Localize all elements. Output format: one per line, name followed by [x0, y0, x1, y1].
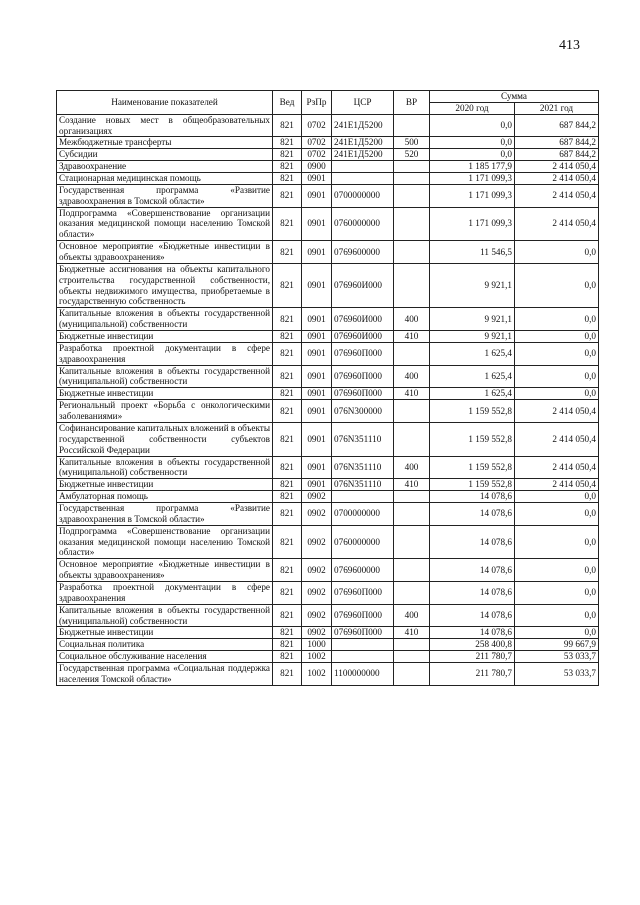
- row-ved: 821: [273, 422, 302, 456]
- row-ved: 821: [273, 173, 302, 185]
- row-rzpr: 0902: [302, 581, 332, 604]
- row-ved: 821: [273, 137, 302, 149]
- row-amount-2020: 14 078,6: [430, 559, 515, 582]
- row-amount-2020: 258 400,8: [430, 639, 515, 651]
- row-amount-2021: 0,0: [515, 388, 599, 400]
- header-row: [57, 91, 599, 103]
- row-name: Основное мероприятие «Бюджетные инвестиции в объекты здравоохранения»: [57, 559, 273, 582]
- row-csr: 0760000000: [332, 525, 394, 559]
- table-row: [57, 263, 599, 307]
- row-amount-2021: 0,0: [515, 627, 599, 639]
- row-vr: [394, 422, 430, 456]
- row-rzpr: 0901: [302, 365, 332, 388]
- row-name: Социальное обслуживание населения: [57, 651, 273, 663]
- row-amount-2020: 1 159 552,8: [430, 456, 515, 479]
- table-row: [57, 331, 599, 343]
- table-row: [57, 114, 599, 137]
- row-amount-2020: 14 078,6: [430, 525, 515, 559]
- row-amount-2021: 2 414 050,4: [515, 161, 599, 173]
- row-name: Межбюджетные трансферты: [57, 137, 273, 149]
- row-amount-2020: 0,0: [430, 114, 515, 137]
- row-ved: 821: [273, 581, 302, 604]
- row-vr: 410: [394, 388, 430, 400]
- row-csr: 076960И000: [332, 308, 394, 331]
- row-amount-2020: 1 159 552,8: [430, 400, 515, 423]
- row-amount-2021: 687 844,2: [515, 114, 599, 137]
- row-ved: 821: [273, 400, 302, 423]
- header-year-2021: 2021 год: [515, 102, 599, 114]
- row-vr: [394, 114, 430, 137]
- table-row: [57, 241, 599, 264]
- row-rzpr: 0902: [302, 491, 332, 503]
- row-csr: [332, 639, 394, 651]
- row-csr: 0700000000: [332, 502, 394, 525]
- row-rzpr: 0702: [302, 137, 332, 149]
- row-vr: 410: [394, 331, 430, 343]
- row-name: Государственная программа «Развитие здравоохранения в Томской области»: [57, 184, 273, 207]
- row-name: Государственная программа «Социальная поддержка населения Томской области»: [57, 662, 273, 685]
- row-ved: 821: [273, 342, 302, 365]
- table-row: [57, 502, 599, 525]
- row-amount-2020: 11 546,5: [430, 241, 515, 264]
- row-amount-2020: 1 625,4: [430, 365, 515, 388]
- row-name: Бюджетные ассигнования на объекты капитального строительства государственной собственности, объекты недвижимого имущества, приобретаемые в государственную собственность: [57, 263, 273, 307]
- row-name: Бюджетные инвестиции: [57, 627, 273, 639]
- header-sum: Сумма: [430, 91, 599, 103]
- row-rzpr: 1000: [302, 639, 332, 651]
- row-name: Разработка проектной документации в сфере здравоохранения: [57, 581, 273, 604]
- row-csr: 241Е1Д5200: [332, 149, 394, 161]
- row-amount-2021: 0,0: [515, 241, 599, 264]
- row-amount-2020: 1 171 099,3: [430, 173, 515, 185]
- table-row: [57, 342, 599, 365]
- row-rzpr: 0901: [302, 422, 332, 456]
- row-amount-2020: 14 078,6: [430, 604, 515, 627]
- row-amount-2021: 99 667,9: [515, 639, 599, 651]
- row-csr: [332, 491, 394, 503]
- row-vr: [394, 161, 430, 173]
- row-amount-2020: 9 921,1: [430, 331, 515, 343]
- table-row: [57, 662, 599, 685]
- row-amount-2020: 9 921,1: [430, 308, 515, 331]
- row-vr: 400: [394, 308, 430, 331]
- row-amount-2021: 0,0: [515, 342, 599, 365]
- row-amount-2021: 2 414 050,4: [515, 207, 599, 241]
- table-row: [57, 388, 599, 400]
- row-csr: 0769600000: [332, 559, 394, 582]
- row-rzpr: 0901: [302, 241, 332, 264]
- row-amount-2020: 1 171 099,3: [430, 207, 515, 241]
- row-csr: 076N351110: [332, 456, 394, 479]
- row-amount-2020: 1 171 099,3: [430, 184, 515, 207]
- row-rzpr: 0901: [302, 263, 332, 307]
- table-row: [57, 365, 599, 388]
- row-csr: 076960И000: [332, 263, 394, 307]
- row-amount-2021: 2 414 050,4: [515, 456, 599, 479]
- row-name: Капитальные вложения в объекты государственной (муниципальной) собственности: [57, 365, 273, 388]
- row-vr: [394, 207, 430, 241]
- row-name: Капитальные вложения в объекты государственной (муниципальной) собственности: [57, 604, 273, 627]
- row-ved: 821: [273, 491, 302, 503]
- row-amount-2020: 14 078,6: [430, 502, 515, 525]
- row-vr: [394, 639, 430, 651]
- row-rzpr: 1002: [302, 662, 332, 685]
- page-number: 413: [559, 38, 580, 53]
- row-amount-2020: 1 185 177,9: [430, 161, 515, 173]
- row-ved: 821: [273, 479, 302, 491]
- row-vr: 500: [394, 137, 430, 149]
- row-ved: 821: [273, 525, 302, 559]
- row-rzpr: 0901: [302, 479, 332, 491]
- row-amount-2020: 1 159 552,8: [430, 422, 515, 456]
- table-row: [57, 525, 599, 559]
- table-row: [57, 184, 599, 207]
- row-ved: 821: [273, 456, 302, 479]
- table-row: [57, 173, 599, 185]
- row-ved: 821: [273, 627, 302, 639]
- header-year-2020: 2020 год: [430, 102, 515, 114]
- table-row: [57, 149, 599, 161]
- row-amount-2020: 1 625,4: [430, 342, 515, 365]
- row-rzpr: 0702: [302, 149, 332, 161]
- row-csr: 076960П000: [332, 388, 394, 400]
- row-name: Бюджетные инвестиции: [57, 479, 273, 491]
- row-vr: [394, 525, 430, 559]
- row-rzpr: 0901: [302, 456, 332, 479]
- row-rzpr: 0902: [302, 525, 332, 559]
- row-ved: 821: [273, 241, 302, 264]
- row-amount-2021: 0,0: [515, 365, 599, 388]
- row-vr: [394, 491, 430, 503]
- row-ved: 821: [273, 559, 302, 582]
- header-name: Наименование показателей: [57, 91, 273, 115]
- table-row: [57, 308, 599, 331]
- row-amount-2021: 2 414 050,4: [515, 422, 599, 456]
- row-ved: 821: [273, 184, 302, 207]
- row-csr: 076960П000: [332, 627, 394, 639]
- row-ved: 821: [273, 388, 302, 400]
- row-csr: 076N300000: [332, 400, 394, 423]
- row-amount-2021: 0,0: [515, 491, 599, 503]
- table-row: [57, 651, 599, 663]
- row-amount-2020: 211 780,7: [430, 662, 515, 685]
- row-name: Бюджетные инвестиции: [57, 331, 273, 343]
- row-csr: 076960П000: [332, 581, 394, 604]
- row-amount-2020: 9 921,1: [430, 263, 515, 307]
- row-rzpr: 0902: [302, 604, 332, 627]
- table-row: [57, 161, 599, 173]
- row-vr: [394, 184, 430, 207]
- row-csr: [332, 161, 394, 173]
- row-amount-2021: 53 033,7: [515, 662, 599, 685]
- row-vr: [394, 400, 430, 423]
- row-csr: 076N351110: [332, 479, 394, 491]
- row-name: Социальная политика: [57, 639, 273, 651]
- row-amount-2021: 2 414 050,4: [515, 173, 599, 185]
- row-ved: 821: [273, 604, 302, 627]
- row-vr: [394, 173, 430, 185]
- row-ved: 821: [273, 502, 302, 525]
- table-row: [57, 400, 599, 423]
- row-vr: [394, 263, 430, 307]
- table-row: [57, 479, 599, 491]
- row-vr: 410: [394, 627, 430, 639]
- row-name: Стационарная медицинская помощь: [57, 173, 273, 185]
- row-rzpr: 0702: [302, 114, 332, 137]
- row-ved: 821: [273, 308, 302, 331]
- row-name: Подпрограмма «Совершенствование организации оказания медицинской помощи населению Томской области»: [57, 207, 273, 241]
- row-ved: 821: [273, 331, 302, 343]
- row-amount-2021: 0,0: [515, 604, 599, 627]
- row-rzpr: 1002: [302, 651, 332, 663]
- row-vr: 400: [394, 365, 430, 388]
- row-csr: 0700000000: [332, 184, 394, 207]
- row-ved: 821: [273, 149, 302, 161]
- row-csr: 241Е1Д5200: [332, 137, 394, 149]
- row-amount-2021: 2 414 050,4: [515, 479, 599, 491]
- row-ved: 821: [273, 639, 302, 651]
- row-rzpr: 0901: [302, 207, 332, 241]
- row-vr: [394, 651, 430, 663]
- row-csr: 076960П000: [332, 365, 394, 388]
- row-rzpr: 0901: [302, 173, 332, 185]
- row-vr: [394, 662, 430, 685]
- row-rzpr: 0902: [302, 627, 332, 639]
- row-vr: [394, 559, 430, 582]
- row-amount-2020: 14 078,6: [430, 491, 515, 503]
- row-csr: 1100000000: [332, 662, 394, 685]
- row-csr: [332, 173, 394, 185]
- row-name: Региональный проект «Борьба с онкологическими заболеваниями»: [57, 400, 273, 423]
- row-name: Здравоохранение: [57, 161, 273, 173]
- row-csr: 076960П000: [332, 604, 394, 627]
- row-csr: 076960П000: [332, 342, 394, 365]
- table-row: [57, 137, 599, 149]
- budget-table: [56, 90, 599, 686]
- row-name: Субсидии: [57, 149, 273, 161]
- row-vr: [394, 342, 430, 365]
- row-name: Создание новых мест в общеобразовательных организациях: [57, 114, 273, 137]
- row-name: Амбулаторная помощь: [57, 491, 273, 503]
- row-rzpr: 0902: [302, 502, 332, 525]
- row-amount-2021: 0,0: [515, 502, 599, 525]
- row-vr: [394, 241, 430, 264]
- row-rzpr: 0901: [302, 400, 332, 423]
- row-amount-2021: 687 844,2: [515, 149, 599, 161]
- row-amount-2021: 0,0: [515, 559, 599, 582]
- header-csr: ЦСР: [332, 91, 394, 115]
- row-name: Государственная программа «Развитие здравоохранения в Томской области»: [57, 502, 273, 525]
- row-csr: [332, 651, 394, 663]
- row-amount-2021: 0,0: [515, 308, 599, 331]
- table-row: [57, 639, 599, 651]
- row-amount-2020: 14 078,6: [430, 581, 515, 604]
- row-name: Софинансирование капитальных вложений в объекты государственной собственности субъектов Российской Федерации: [57, 422, 273, 456]
- row-ved: 821: [273, 263, 302, 307]
- row-vr: [394, 502, 430, 525]
- row-amount-2021: 0,0: [515, 331, 599, 343]
- row-name: Основное мероприятие «Бюджетные инвестиции в объекты здравоохранения»: [57, 241, 273, 264]
- row-amount-2020: 1 625,4: [430, 388, 515, 400]
- row-amount-2021: 0,0: [515, 525, 599, 559]
- table-row: [57, 559, 599, 582]
- row-amount-2020: 0,0: [430, 137, 515, 149]
- row-amount-2021: 687 844,2: [515, 137, 599, 149]
- table-body: [57, 114, 599, 685]
- header-rzpr: РзПр: [302, 91, 332, 115]
- row-amount-2020: 211 780,7: [430, 651, 515, 663]
- row-rzpr: 0901: [302, 184, 332, 207]
- row-vr: 400: [394, 456, 430, 479]
- row-vr: [394, 581, 430, 604]
- table-row: [57, 207, 599, 241]
- row-csr: 076960И000: [332, 331, 394, 343]
- row-csr: 076N351110: [332, 422, 394, 456]
- row-rzpr: 0900: [302, 161, 332, 173]
- table-row: [57, 491, 599, 503]
- row-amount-2021: 2 414 050,4: [515, 184, 599, 207]
- table-row: [57, 456, 599, 479]
- row-rzpr: 0901: [302, 388, 332, 400]
- row-name: Капитальные вложения в объекты государственной (муниципальной) собственности: [57, 456, 273, 479]
- row-ved: 821: [273, 161, 302, 173]
- row-rzpr: 0902: [302, 559, 332, 582]
- row-rzpr: 0901: [302, 308, 332, 331]
- row-name: Разработка проектной документации в сфере здравоохранения: [57, 342, 273, 365]
- table-row: [57, 604, 599, 627]
- row-amount-2021: 2 414 050,4: [515, 400, 599, 423]
- row-ved: 821: [273, 114, 302, 137]
- row-amount-2021: 0,0: [515, 581, 599, 604]
- row-name: Бюджетные инвестиции: [57, 388, 273, 400]
- row-ved: 821: [273, 651, 302, 663]
- row-vr: 400: [394, 604, 430, 627]
- row-ved: 821: [273, 365, 302, 388]
- header-vr: ВР: [394, 91, 430, 115]
- header-ved: Вед: [273, 91, 302, 115]
- table-row: [57, 627, 599, 639]
- row-amount-2021: 0,0: [515, 263, 599, 307]
- row-csr: 0760000000: [332, 207, 394, 241]
- row-amount-2020: 0,0: [430, 149, 515, 161]
- row-name: Капитальные вложения в объекты государственной (муниципальной) собственности: [57, 308, 273, 331]
- table-row: [57, 581, 599, 604]
- row-rzpr: 0901: [302, 331, 332, 343]
- table-row: [57, 422, 599, 456]
- row-vr: 410: [394, 479, 430, 491]
- row-rzpr: 0901: [302, 342, 332, 365]
- row-csr: 241Е1Д5200: [332, 114, 394, 137]
- row-vr: 520: [394, 149, 430, 161]
- row-amount-2020: 1 159 552,8: [430, 479, 515, 491]
- row-csr: 0769600000: [332, 241, 394, 264]
- row-amount-2020: 14 078,6: [430, 627, 515, 639]
- row-ved: 821: [273, 207, 302, 241]
- row-ved: 821: [273, 662, 302, 685]
- row-name: Подпрограмма «Совершенствование организации оказания медицинской помощи населению Томской области»: [57, 525, 273, 559]
- row-amount-2021: 53 033,7: [515, 651, 599, 663]
